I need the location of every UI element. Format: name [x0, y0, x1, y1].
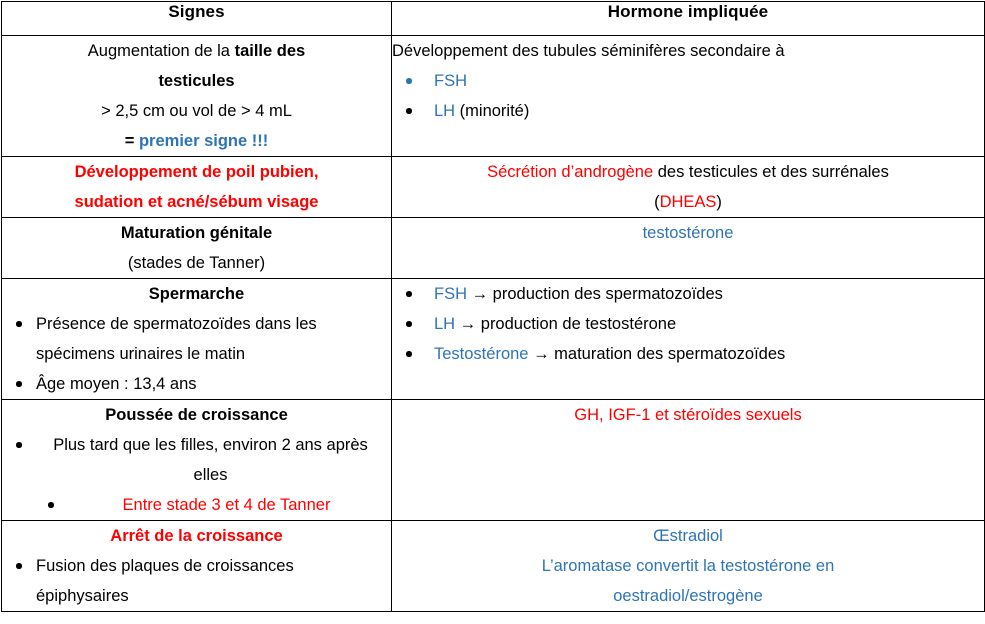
arrow-icon: →: [528, 345, 555, 363]
taille-premier-signe: premier signe !!!: [138, 132, 269, 150]
hormone-name-lh: LH: [434, 315, 456, 333]
column-header-hormone: Hormone impliquée: [392, 2, 985, 36]
list-item: [392, 279, 984, 309]
table-row: [2, 157, 985, 218]
aromatase-line-1: L’aromatase convertit la testostérone en: [541, 557, 835, 575]
poussee-bullet-2-tanner: Entre stade 3 et 4 de Tanner: [122, 496, 331, 514]
hormone-effect: production des spermatozoïdes: [492, 285, 723, 303]
table-row: [2, 400, 985, 521]
table-row: [2, 218, 985, 279]
arrow-icon: →: [467, 285, 493, 303]
bullet-icon: [406, 108, 412, 114]
text-line: [2, 126, 391, 156]
cell-signes-maturation-genitale: [2, 218, 392, 279]
poussee-bullet-list: [2, 430, 391, 490]
hormone-effect: maturation des spermatozoïdes: [554, 345, 786, 363]
list-item: [392, 309, 984, 339]
list-item: [2, 369, 391, 399]
list-item: [2, 551, 391, 611]
hormone-effect: production de testostérone: [480, 315, 677, 333]
poussee-title: Poussée de croissance: [105, 406, 288, 424]
taille-line1-prefix: Augmentation de la: [87, 42, 235, 60]
hormone-name-fsh: FSH: [434, 72, 467, 90]
cell-signes-taille-testicules: [2, 36, 392, 157]
text-line: [2, 36, 391, 66]
hormone-name-fsh: FSH: [434, 285, 467, 303]
spermarche-bullet-2: Âge moyen : 13,4 ans: [36, 375, 197, 393]
hormone-bullet-list: [392, 66, 984, 126]
list-item: [2, 309, 391, 369]
poil-line2: sudation et acné/sébum visage: [74, 193, 319, 211]
dheas-paren-open: (: [654, 193, 660, 211]
hormone-bullet-list: [392, 279, 984, 369]
cell-hormone-poil-pubien: [392, 157, 985, 218]
signs-hormones-table-container: [0, 1, 985, 624]
taille-line2-bold: testicules: [158, 72, 235, 90]
table-row: [2, 36, 985, 157]
poussee-sub-bullet-list: [2, 490, 391, 520]
dheas-label: DHEAS: [659, 193, 717, 211]
list-item: [392, 339, 984, 369]
hormone-name-testosterone: Testostérone: [434, 345, 529, 363]
arret-title: Arrêt de la croissance: [110, 527, 283, 545]
secretion-androgene-red: Sécrétion d’androgène: [487, 163, 654, 181]
bullet-icon: [406, 291, 412, 297]
arrow-icon: →: [455, 315, 481, 333]
arret-bullet-list: [2, 551, 391, 611]
table-row: [2, 521, 985, 612]
cell-signes-spermarche: [2, 279, 392, 400]
cell-hormone-poussee-croissance: [392, 400, 985, 521]
hormone-note: (minorité): [455, 102, 530, 120]
bullet-icon: [406, 321, 412, 327]
cell-signes-poil-pubien: [2, 157, 392, 218]
cell-hormone-arret-croissance: [392, 521, 985, 612]
poussee-bullet-1: Plus tard que les filles, environ 2 ans après elles: [53, 436, 368, 484]
taille-line1-bold: taille des: [234, 42, 306, 60]
column-header-signes: Signes: [2, 2, 392, 36]
taille-line3-measure: > 2,5 cm ou vol de > 4 mL: [101, 102, 292, 120]
signs-hormones-table: [1, 1, 985, 612]
spermarche-title: Spermarche: [148, 285, 245, 303]
cell-signes-poussee-croissance: [2, 400, 392, 521]
list-item: [392, 96, 984, 126]
poil-line1: Développement de poil pubien,: [74, 163, 319, 181]
cell-signes-arret-croissance: [2, 521, 392, 612]
list-item: [392, 66, 984, 96]
cell-hormone-maturation-genitale: [392, 218, 985, 279]
hormone-gh-igf1: GH, IGF-1 et stéroïdes sexuels: [574, 406, 802, 424]
table-header-row: [2, 2, 985, 36]
bullet-icon: [16, 381, 22, 387]
dheas-paren-close: ): [716, 193, 722, 211]
list-item: [2, 430, 391, 490]
bullet-icon: [406, 351, 412, 357]
arret-bullet-1: Fusion des plaques de croissances épiphysaires: [36, 557, 294, 605]
list-item: [2, 490, 391, 520]
bullet-icon: [16, 563, 22, 569]
taille-equals-sign: =: [124, 132, 139, 150]
maturation-title: Maturation génitale: [120, 224, 273, 242]
table-row: [2, 279, 985, 400]
spermarche-bullet-list: [2, 309, 391, 399]
hormone-oestradiol: Œstradiol: [653, 527, 723, 545]
hormone-intro-tubules: Développement des tubules séminifères secondaire à: [392, 42, 785, 60]
aromatase-line-2: oestradiol/estrogène: [613, 587, 763, 605]
cell-hormone-spermarche: [392, 279, 985, 400]
spermarche-bullet-1: Présence de spermatozoïdes dans les spécimens urinaires le matin: [36, 315, 317, 363]
text-line: [392, 157, 984, 187]
cell-hormone-taille-testicules: [392, 36, 985, 157]
bullet-icon: [16, 321, 22, 327]
bullet-icon: [406, 78, 412, 84]
maturation-subtitle: (stades de Tanner): [127, 254, 266, 272]
secretion-androgene-rest: des testicules et des surrénales: [653, 163, 889, 181]
bullet-icon: [48, 502, 54, 508]
hormone-testosterone: testostérone: [642, 224, 734, 242]
hormone-name-lh: LH: [434, 102, 456, 120]
bullet-icon: [16, 442, 22, 448]
text-line: [392, 187, 984, 217]
